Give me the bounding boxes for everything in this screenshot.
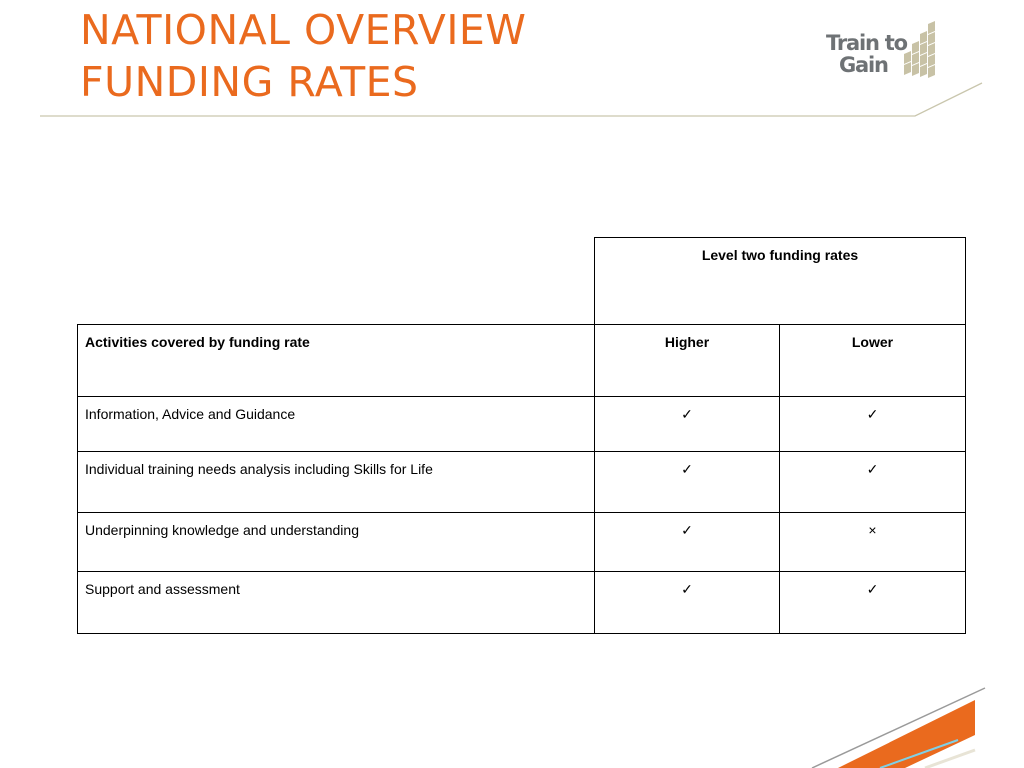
higher-check-icon: ✓: [595, 397, 780, 452]
activity-cell: Individual training needs analysis including Skills for Life: [78, 452, 595, 513]
activities-column-header: Activities covered by funding rate: [78, 325, 595, 397]
activity-cell: Support and assessment: [78, 572, 595, 634]
higher-check-icon: ✓: [595, 513, 780, 572]
lower-column-header: Lower: [780, 325, 966, 397]
logo-line-2: Gain: [839, 53, 888, 77]
lower-check-icon: ✓: [780, 397, 966, 452]
higher-column-header: Higher: [595, 325, 780, 397]
slide-title-line-2: FUNDING RATES: [80, 58, 419, 106]
level-two-header: Level two funding rates: [595, 238, 966, 325]
higher-check-icon: ✓: [595, 572, 780, 634]
activity-cell: Underpinning knowledge and understanding: [78, 513, 595, 572]
logo-line-1: Train to: [826, 31, 907, 55]
lower-check-icon: ✓: [780, 452, 966, 513]
lower-check-icon: ✓: [780, 572, 966, 634]
slide-title-line-1: NATIONAL OVERVIEW: [80, 6, 527, 54]
activity-cell: Information, Advice and Guidance: [78, 397, 595, 452]
higher-check-icon: ✓: [595, 452, 780, 513]
lower-cross-icon: ×: [780, 513, 966, 572]
